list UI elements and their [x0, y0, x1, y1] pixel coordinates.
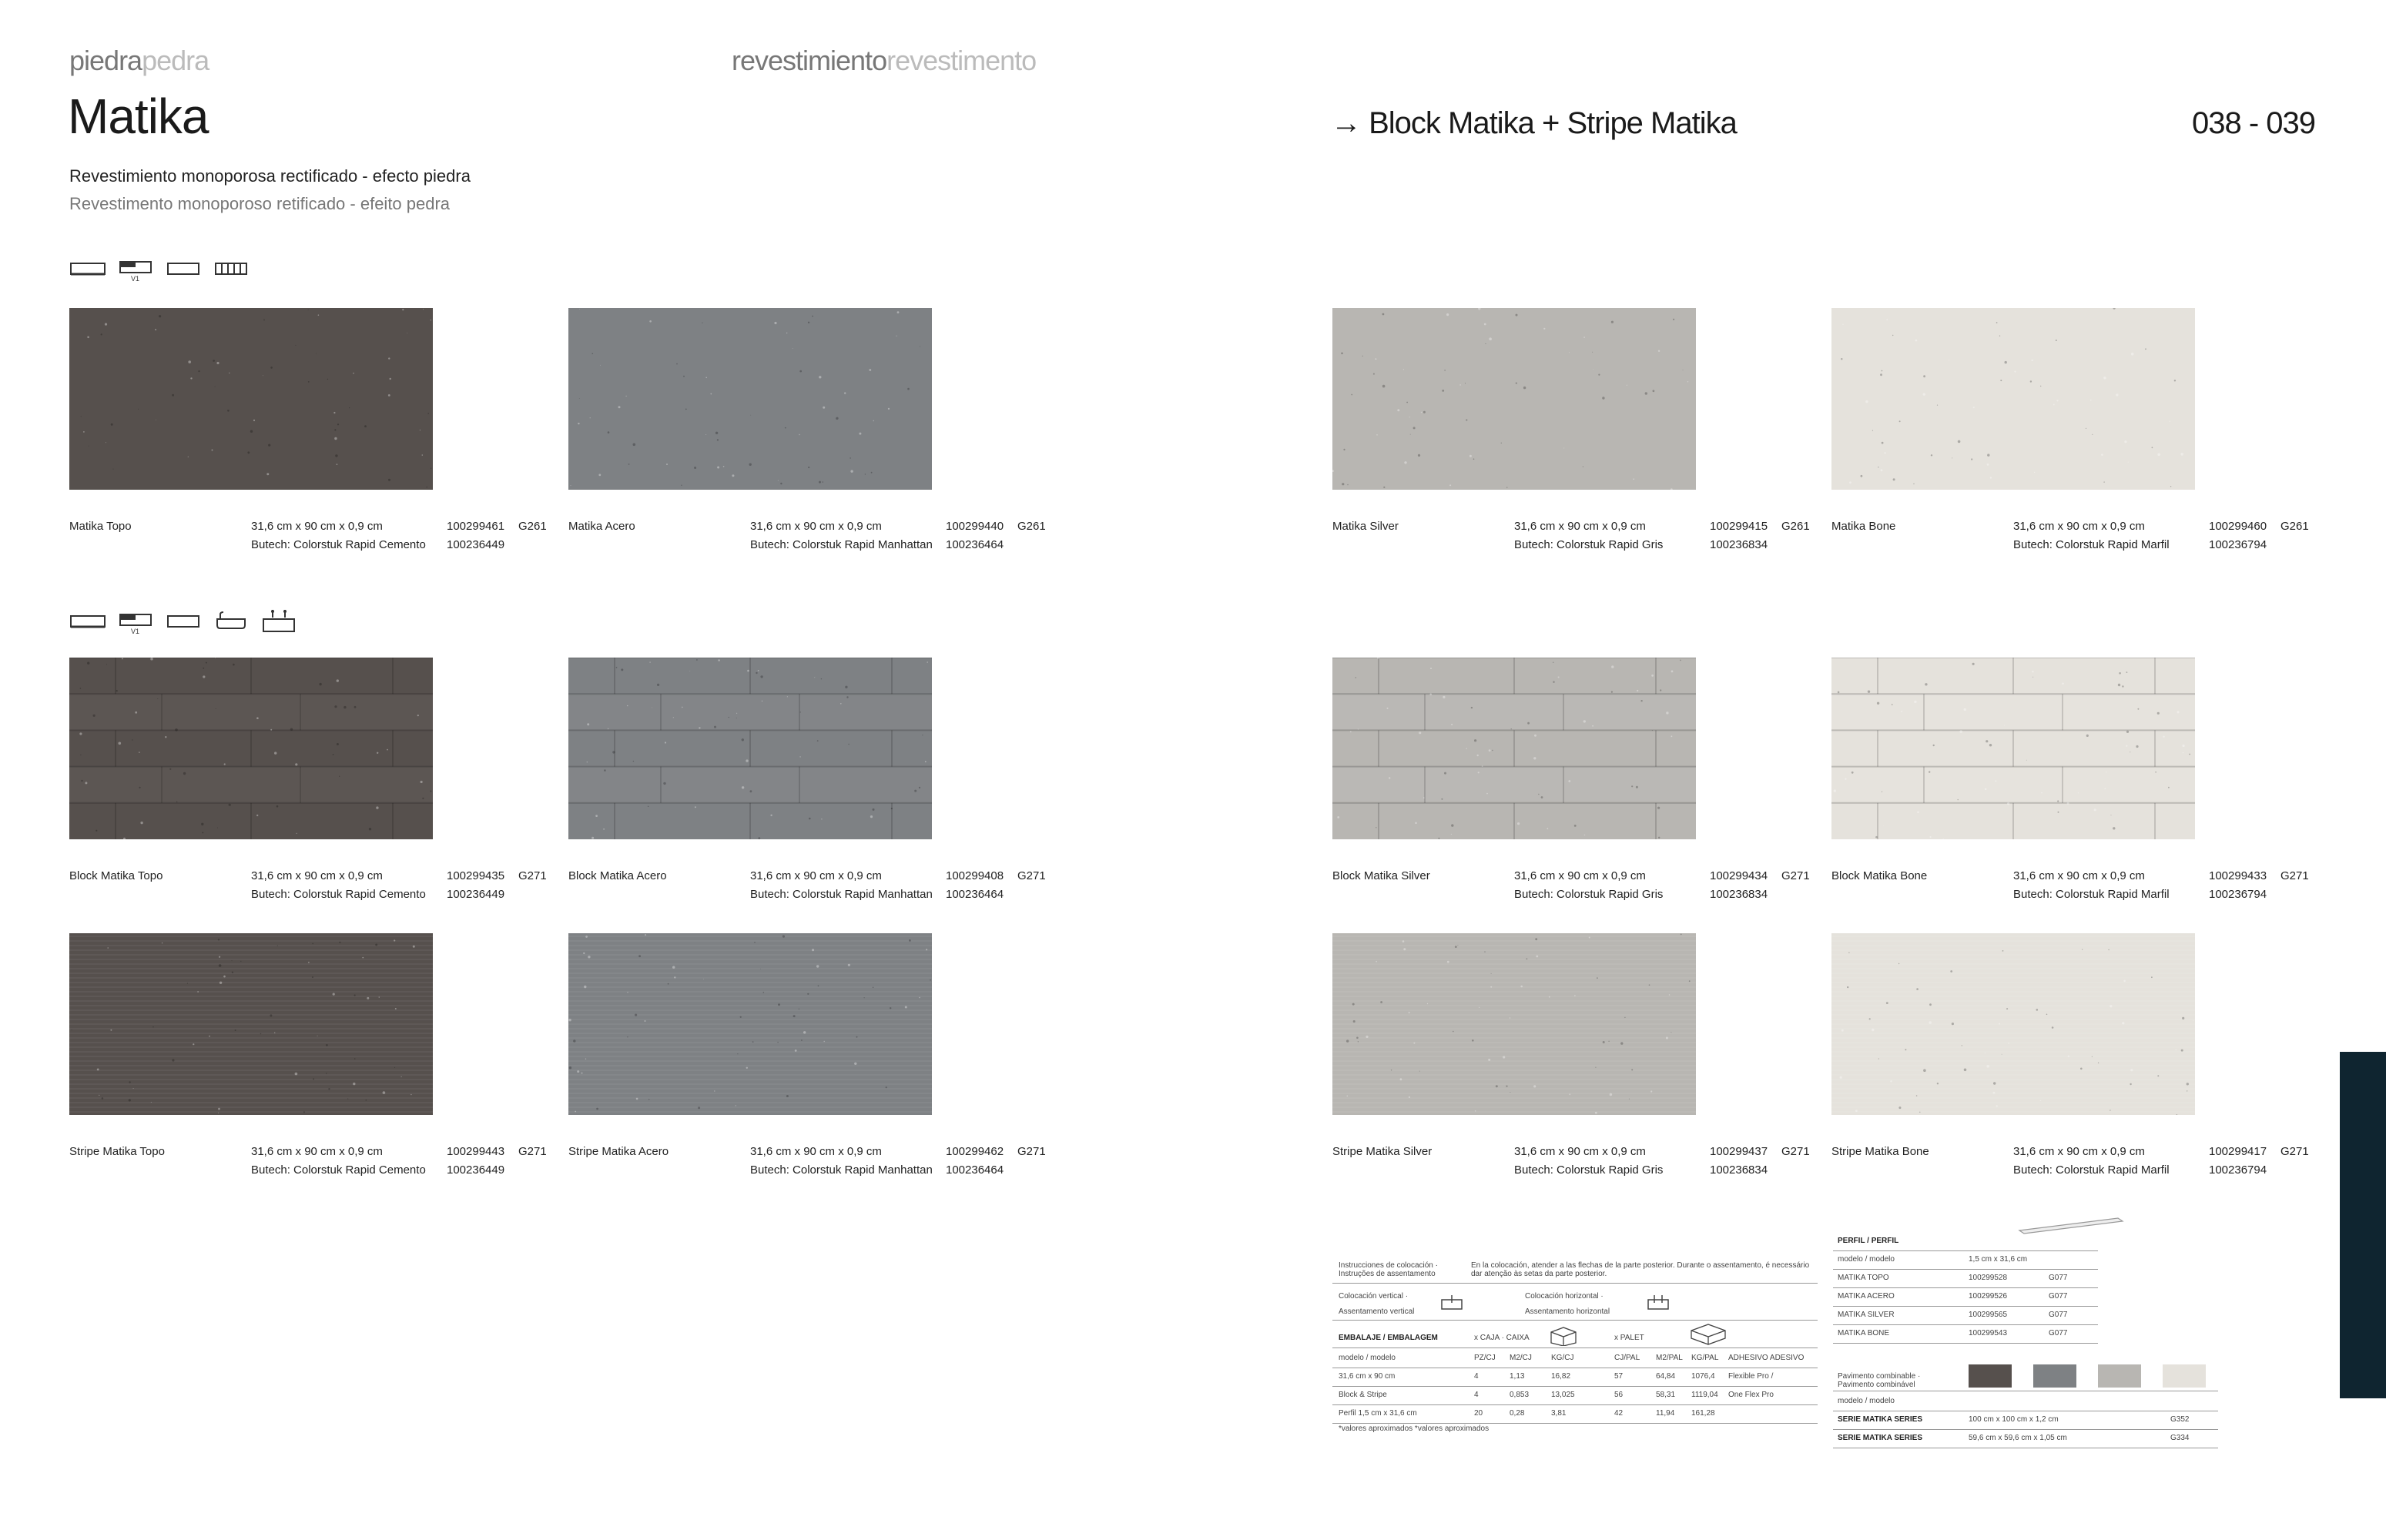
product-grout-code: 100236464: [946, 538, 1004, 551]
tile-swatch-matika-silver: [1332, 308, 1696, 490]
category-pt: pedra: [142, 45, 209, 76]
product-name: Matika Bone: [1831, 520, 1896, 533]
packing-cell: 0,28: [1510, 1409, 1525, 1418]
product-name: Block Matika Bone: [1831, 869, 1928, 882]
profile-cell: 100299543: [1969, 1329, 2008, 1337]
product-code: 100299415: [1710, 520, 1768, 533]
type-label: [732, 45, 1036, 77]
combinable-row: [1833, 1412, 2218, 1430]
combinable-heading: Pavimento combinable · Pavimento combinável: [1838, 1372, 1921, 1389]
product-group: G261: [2280, 520, 2309, 533]
horizontal-layout-icon: [1647, 1295, 1670, 1311]
profile-cell: 100299528: [1969, 1274, 2008, 1282]
tile-swatch-stripe-matika-silver: [1332, 933, 1696, 1115]
subtitle-pt: Revestimento monoporoso retificado - efeito pedra: [69, 194, 451, 213]
product-grout-code: 100236834: [1710, 1163, 1768, 1177]
product-name: Block Matika Silver: [1332, 869, 1430, 882]
product-name: Matika Silver: [1332, 520, 1399, 533]
bathtub-icon: [213, 608, 250, 631]
packing-cell: 42: [1614, 1409, 1624, 1418]
combinable-table: [1833, 1360, 2218, 1452]
product-size: 31,6 cm x 90 cm x 0,9 cm: [2013, 520, 2145, 533]
tile-v1-icon: [117, 259, 154, 282]
product-size: 31,6 cm x 90 cm x 0,9 cm: [1514, 869, 1646, 882]
profile-table: [1833, 1217, 2098, 1340]
product-grout-code: 100236834: [1710, 538, 1768, 551]
profile-row: [1833, 1307, 2098, 1325]
usage-icons-row-2: [69, 608, 297, 634]
vertical-layout-icon: [1440, 1295, 1463, 1311]
product-code: 100299462: [946, 1145, 1004, 1158]
packing-cell: 57: [1614, 1372, 1624, 1381]
product-code: 100299443: [447, 1145, 505, 1158]
product-grout: Butech: Colorstuk Rapid Manhattan: [750, 538, 933, 551]
packing-cell: 16,82: [1551, 1372, 1571, 1381]
product-size: 31,6 cm x 90 cm x 0,9 cm: [251, 869, 383, 882]
packing-footnote: *valores aproximados *valores aproximados: [1339, 1424, 1490, 1433]
product-grout: Butech: Colorstuk Rapid Cemento: [251, 888, 426, 901]
product-grout-code: 100236449: [447, 538, 505, 551]
packing-col-header: KG/CJ: [1551, 1354, 1574, 1362]
product-size: 31,6 cm x 90 cm x 0,9 cm: [2013, 1145, 2145, 1158]
tile-swatch-matika-bone: [1831, 308, 2195, 490]
profile-cell: G077: [2049, 1292, 2068, 1301]
profile-header-row: [1833, 1252, 2098, 1270]
tile-swatch-stripe-matika-topo: [69, 933, 433, 1115]
packing-cell: 13,025: [1551, 1391, 1575, 1399]
profile-col-model: modelo / modelo: [1838, 1255, 1895, 1264]
product-group: G271: [2280, 1145, 2309, 1158]
shower-icon: [260, 608, 297, 634]
product-grout: Butech: Colorstuk Rapid Marfil: [2013, 538, 2170, 551]
product-code: 100299460: [2209, 520, 2267, 533]
combinable-cell: G334: [2170, 1434, 2190, 1442]
product-grout-code: 100236794: [2209, 538, 2267, 551]
profile-row: [1833, 1289, 2098, 1307]
product-size: 31,6 cm x 90 cm x 0,9 cm: [1514, 1145, 1646, 1158]
packing-cell: 1119,04: [1691, 1391, 1718, 1399]
packing-col-header: KG/PAL: [1691, 1354, 1719, 1362]
product-code: 100299435: [447, 869, 505, 882]
packing-footnote-row: [1332, 1421, 1818, 1438]
profile-cell: MATIKA BONE: [1838, 1329, 1890, 1337]
type-es: revestimiento: [732, 45, 887, 76]
product-code: 100299440: [946, 520, 1004, 533]
tile-swatch-block-matika-topo: [69, 658, 433, 839]
profile-cell: G077: [2049, 1329, 2068, 1337]
side-tab: [2340, 1052, 2386, 1398]
product-grout: Butech: Colorstuk Rapid Manhattan: [750, 888, 933, 901]
combinable-cell: SERIE MATIKA SERIES: [1838, 1434, 1923, 1442]
product-grout: Butech: Colorstuk Rapid Gris: [1514, 1163, 1664, 1177]
tile-floor-icon: [69, 259, 106, 279]
packing-cell: 31,6 cm x 90 cm: [1339, 1372, 1396, 1381]
packing-col-header: CJ/PAL: [1614, 1354, 1640, 1362]
packing-cell: 1076,4: [1691, 1372, 1715, 1381]
product-group: G271: [1017, 1145, 1046, 1158]
packing-cell: 3,81: [1551, 1409, 1567, 1418]
tile-swatch-stripe-matika-bone: [1831, 933, 2195, 1115]
packing-col-header: modelo / modelo: [1339, 1354, 1396, 1362]
combinable-col-model: modelo / modelo: [1838, 1397, 1895, 1405]
packing-col-header: PZ/CJ: [1474, 1354, 1496, 1362]
product-code: 100299437: [1710, 1145, 1768, 1158]
packing-col-header: M2/CJ: [1510, 1354, 1532, 1362]
tile-swatch-block-matika-silver: [1332, 658, 1696, 839]
packing-row: [1332, 1388, 1818, 1405]
combinable-swatch-topo: [1969, 1364, 2012, 1388]
product-group: G271: [518, 1145, 547, 1158]
product-name: Block Matika Topo: [69, 869, 163, 882]
profile-cell: MATIKA SILVER: [1838, 1311, 1895, 1319]
product-grout-code: 100236464: [946, 1163, 1004, 1177]
product-group: G271: [1781, 869, 1810, 882]
tile-swatch-stripe-matika-acero: [568, 933, 932, 1115]
product-grout-code: 100236449: [447, 1163, 505, 1177]
profile-cell: 100299565: [1969, 1311, 2008, 1319]
product-size: 31,6 cm x 90 cm x 0,9 cm: [2013, 869, 2145, 882]
combinable-heading-row: [1833, 1360, 2218, 1391]
product-name: Matika Acero: [568, 520, 635, 533]
instructions-heading: Instrucciones de colocación · Instruções de assentamento: [1339, 1261, 1438, 1278]
product-grout-code: 100236464: [946, 888, 1004, 901]
product-group: G261: [1017, 520, 1046, 533]
instructions-vertical: Colocación vertical · Assentamento vertical: [1339, 1292, 1415, 1316]
profile-cell: MATIKA TOPO: [1838, 1274, 1889, 1282]
packing-header-row: [1332, 1351, 1818, 1368]
product-grout-code: 100236794: [2209, 888, 2267, 901]
tile-swatch-block-matika-acero: [568, 658, 932, 839]
instructions-heading-row: [1332, 1260, 1818, 1284]
product-size: 31,6 cm x 90 cm x 0,9 cm: [750, 520, 882, 533]
product-grout: Butech: Colorstuk Rapid Cemento: [251, 538, 426, 551]
pallet-icon: [1687, 1321, 1730, 1346]
type-pt: revestimento: [886, 45, 1037, 76]
profile-row: [1833, 1326, 2098, 1344]
product-size: 31,6 cm x 90 cm x 0,9 cm: [1514, 520, 1646, 533]
packing-cell: 56: [1614, 1391, 1624, 1399]
product-group: G261: [518, 520, 547, 533]
svg-text:V1: V1: [131, 628, 140, 634]
combinable-row: [1833, 1431, 2218, 1448]
packing-box-label: x CAJA · CAIXA: [1474, 1334, 1530, 1342]
product-code: 100299434: [1710, 869, 1768, 882]
packing-cell: Flexible Pro /: [1728, 1372, 1774, 1381]
packing-col-header: M2/PAL: [1656, 1354, 1683, 1362]
product-grout: Butech: Colorstuk Rapid Gris: [1514, 538, 1664, 551]
product-group: G271: [1781, 1145, 1810, 1158]
combinable-swatch-acero: [2033, 1364, 2076, 1388]
product-code: 100299433: [2209, 869, 2267, 882]
packing-cell: 4: [1474, 1372, 1479, 1381]
product-grout: Butech: Colorstuk Rapid Manhattan: [750, 1163, 933, 1177]
product-size: 31,6 cm x 90 cm x 0,9 cm: [750, 869, 882, 882]
instructions-note: En la colocación, atender a las flechas de la parte posterior. Durante o assentamento, é necessário dar atenção às setas da parte posterior.: [1471, 1261, 1810, 1278]
combinable-cell: G352: [2170, 1415, 2190, 1424]
profile-cell: G077: [2049, 1311, 2068, 1319]
product-grout-code: 100236794: [2209, 1163, 2267, 1177]
page-numbers: 038 - 039: [2192, 106, 2316, 140]
product-group: G271: [1017, 869, 1046, 882]
tile-wall-icon: [165, 259, 202, 279]
packing-cell: Block & Stripe: [1339, 1391, 1387, 1399]
product-size: 31,6 cm x 90 cm x 0,9 cm: [251, 520, 383, 533]
packing-cell: One Flex Pro: [1728, 1391, 1774, 1399]
combinable-cell: SERIE MATIKA SERIES: [1838, 1415, 1923, 1424]
tile-wall-icon: [165, 608, 202, 631]
packing-cell: 64,84: [1656, 1372, 1676, 1381]
instructions-horizontal: Colocación horizontal · Assentamento horizontal: [1525, 1292, 1610, 1316]
product-code: 100299408: [946, 869, 1004, 882]
packing-heading: EMBALAJE / EMBALAGEM: [1339, 1334, 1438, 1342]
tile-v1-icon: [117, 608, 154, 634]
combinable-header-row: [1833, 1394, 2218, 1411]
packing-cell: 1,13: [1510, 1372, 1525, 1381]
instructions-orientation-row: [1332, 1286, 1818, 1321]
profile-col-size: 1,5 cm x 31,6 cm: [1969, 1255, 2028, 1264]
profile-piece-icon: [2018, 1217, 2126, 1235]
product-name: Stripe Matika Acero: [568, 1145, 669, 1158]
packing-cell: 4: [1474, 1391, 1479, 1399]
product-grout: Butech: Colorstuk Rapid Gris: [1514, 888, 1664, 901]
product-name: Stripe Matika Silver: [1332, 1145, 1433, 1158]
page-title: Matika: [68, 89, 209, 144]
tile-floor-icon: [69, 608, 106, 631]
packing-pallet-label: x PALET: [1614, 1334, 1644, 1342]
packing-cell: 11,94: [1656, 1409, 1675, 1418]
packing-row: [1332, 1369, 1818, 1387]
packing-cell: 20: [1474, 1409, 1483, 1418]
profile-cell: 100299526: [1969, 1292, 2008, 1301]
profile-heading-row: [1833, 1234, 2098, 1251]
product-grout: Butech: Colorstuk Rapid Cemento: [251, 1163, 426, 1177]
profile-heading: PERFIL / PERFIL: [1838, 1237, 1899, 1245]
product-grout: Butech: Colorstuk Rapid Marfil: [2013, 1163, 2170, 1177]
tile-swatch-matika-acero: [568, 308, 932, 490]
tile-swatch-matika-topo: [69, 308, 433, 490]
packing-cell: 161,28: [1691, 1409, 1715, 1418]
profile-cell: MATIKA ACERO: [1838, 1292, 1895, 1301]
product-group: G271: [2280, 869, 2309, 882]
product-code: 100299461: [447, 520, 505, 533]
packing-heading-row: [1332, 1324, 1818, 1348]
product-grout: Butech: Colorstuk Rapid Marfil: [2013, 888, 2170, 901]
product-size: 31,6 cm x 90 cm x 0,9 cm: [750, 1145, 882, 1158]
product-grout-code: 100236449: [447, 888, 505, 901]
svg-text:V1: V1: [131, 275, 140, 282]
product-name: Matika Topo: [69, 520, 132, 533]
tile-swatch-block-matika-bone: [1831, 658, 2195, 839]
packing-col-header: ADHESIVO ADESIVO: [1728, 1354, 1805, 1362]
category-label: [69, 45, 209, 77]
packing-cell: 58,31: [1656, 1391, 1676, 1399]
combinable-swatch-bone: [2163, 1364, 2206, 1388]
grout-icon: [213, 259, 250, 279]
combinable-swatch-silver: [2098, 1364, 2141, 1388]
packing-cell: 0,853: [1510, 1391, 1530, 1399]
combinable-cell: 59,6 cm x 59,6 cm x 1,05 cm: [1969, 1434, 2067, 1442]
box-icon: [1548, 1324, 1579, 1346]
profile-cell: G077: [2049, 1274, 2068, 1282]
product-name: Stripe Matika Topo: [69, 1145, 165, 1158]
product-name: Stripe Matika Bone: [1831, 1145, 1929, 1158]
packing-cell: Perfil 1,5 cm x 31,6 cm: [1339, 1409, 1417, 1418]
section-title: → Block Matika + Stripe Matika: [1331, 106, 1737, 140]
profile-row: [1833, 1270, 2098, 1288]
subtitle-es: Revestimiento monoporosa rectificado - efecto piedra: [69, 166, 471, 186]
product-group: G271: [518, 869, 547, 882]
product-name: Block Matika Acero: [568, 869, 667, 882]
product-size: 31,6 cm x 90 cm x 0,9 cm: [251, 1145, 383, 1158]
product-group: G261: [1781, 520, 1810, 533]
packing-table: [1332, 1260, 1818, 1452]
category-es: piedra: [69, 45, 142, 76]
usage-icons-row-1: [69, 259, 250, 282]
combinable-cell: 100 cm x 100 cm x 1,2 cm: [1969, 1415, 2059, 1424]
product-code: 100299417: [2209, 1145, 2267, 1158]
product-grout-code: 100236834: [1710, 888, 1768, 901]
